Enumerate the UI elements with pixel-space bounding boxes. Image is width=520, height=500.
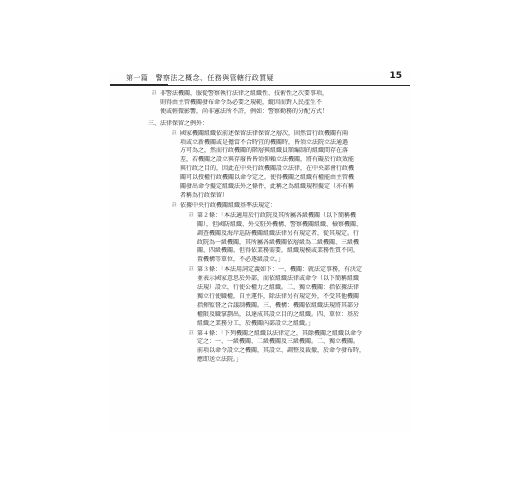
paragraph: [110, 202, 410, 211]
text-line: 指揮監督之合議制機關。三、機構：機關依組織法規將其部分: [197, 301, 360, 309]
text-line: 第２條：「本法適用於行政院及其所屬各級機關（以下簡稱機: [197, 211, 357, 219]
running-header: [110, 72, 410, 86]
paragraph: [110, 212, 410, 265]
paragraph-marker: 註: [172, 130, 177, 136]
text-line: 則得由主管機關發布命令為必要之規範，縱因而對人民產生不: [160, 98, 323, 106]
text-line: 並表示國家意思於外部，而依組織法律或命令（以下簡稱組織: [197, 275, 360, 283]
text-line: 方可為之，然而行政機關的階層與組織員額編制的組織間存在落: [180, 147, 349, 155]
header-accent-rule: [110, 84, 168, 86]
text-line: 關），但國防組織、外交駐外機構、警察機關組織、檢察機關、: [197, 220, 363, 228]
paragraph-marker: 註: [189, 212, 194, 218]
text-line: 組織之業務分工，於機關內部設立之組織。」: [197, 319, 315, 327]
paragraph-marker: 註: [189, 330, 194, 336]
text-line: 項或立新機關或是擔當不合時宜的機關時，皆須立法院立法通過: [180, 138, 349, 146]
text-line: 法規）設立，行使公權力之組織。二、獨立機關：指依據法律: [197, 284, 360, 292]
text-line: 置機構等單位，不必逐級設立。」: [197, 256, 285, 264]
text-line: 調查機關及海岸巡防機關組織法律另有規定者，從其規定。行: [197, 229, 360, 237]
text-line: 權限及職掌劃出，以達成其設立目的之組織。四、單位：基於: [197, 310, 360, 318]
text-line: 與行政之目的，因此在中央行政機關設立法律，在中央部會行政機: [180, 165, 355, 173]
paragraph-marker: 註: [189, 267, 194, 273]
text-line: 便或輕微影響，尚非憲法所不許，例如：警察勤務的分配方式！: [160, 107, 329, 115]
paragraph-marker: 註: [152, 91, 157, 96]
page-body: [110, 90, 410, 366]
text-line: 應即送立法院。」: [197, 356, 243, 364]
text-line: 定之：一、一級機關、二級機關及三級機關。二、獨立機關。: [197, 338, 360, 346]
text-line: 差，若機關之設立與存廢皆皆須仰賴立法機關，將有礙於行政效能: [180, 156, 355, 164]
text-line: 三、法律保留之例外：: [148, 119, 209, 127]
text-line: 前項以命令設立之機關，其設立、調整及裁撤，於命令發布時，: [197, 347, 366, 355]
paragraph: [110, 266, 410, 328]
text-line: 關、四級機關。但得依業務需要，組織規模或業務性質不同，: [197, 247, 360, 255]
paragraph: [110, 330, 410, 366]
paragraph-marker: 註: [172, 202, 177, 208]
text-line: 國家機關組織依前述保留法律保留之層次，固然當行政機關有兩: [180, 129, 349, 137]
paragraph-gap: [110, 117, 410, 118]
page-number: 15: [389, 71, 402, 81]
text-line: 者稱為行政保留）: [180, 191, 229, 199]
text-line: 依據中央行政機關組織基準法規定：: [180, 201, 277, 209]
paragraph-gap: [110, 365, 410, 366]
text-line: 政院為一級機關，其所屬各級機關依層級為二級機關、三級機: [197, 238, 360, 246]
text-line: 第４條：「下列機關之組織以法律定之，其餘機關之組織以命令: [197, 329, 363, 337]
document-page: [110, 72, 410, 432]
text-line: 非警法機關，服從警察執行法律之組織性、技術性之次要事項，: [160, 90, 329, 97]
text-line: 第３條：「本法用詞定義如下：一、機關：就法定事務，有決定: [197, 266, 363, 274]
text-line: 關發出命令擬定組織法外之條件，此稱之為組織規程擬定（亦有稱: [180, 183, 355, 191]
text-line: 獨立行使職權，自主運作，除法律另有規定外，不受其他機關: [197, 292, 360, 300]
paragraph: [110, 90, 410, 117]
paragraph: [110, 120, 410, 129]
text-line: 關可以授權行政機關以命令定之，使得機關之組織有權能由主管機: [180, 174, 355, 182]
paragraph: [110, 130, 410, 201]
header-title: 第一篇 警察法之概念、任務與管轄行政質疑: [126, 74, 274, 82]
